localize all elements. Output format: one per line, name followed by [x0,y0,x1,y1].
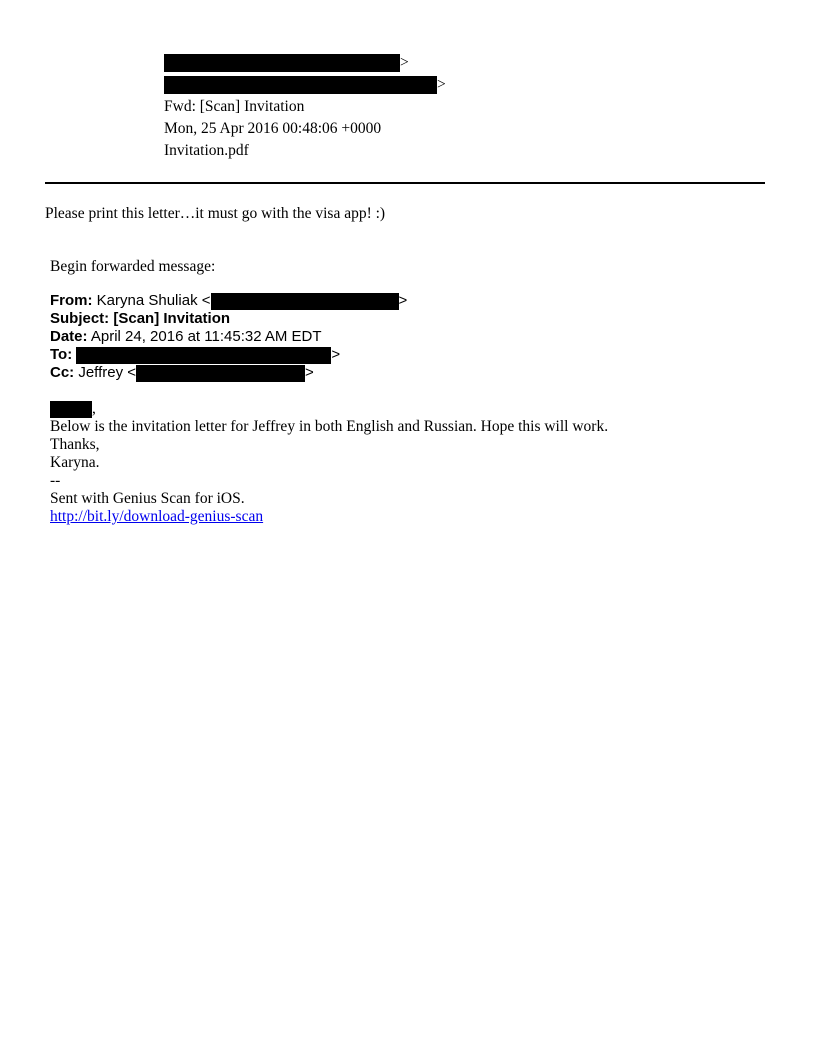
header-from-value [164,53,409,73]
header-date-value: Mon, 25 Apr 2016 00:48:06 +0000 [164,120,382,137]
signature-link-line [50,508,608,526]
header-subject-value: Fwd: [Scan] Invitation [164,98,305,115]
body-line-3: Karyna. [50,454,100,471]
genius-scan-link[interactable]: http://bit.ly/download-genius-scan [50,508,264,525]
forwarded-from-line [50,292,407,310]
forwarded-header [50,292,407,382]
forwarded-cc-name: Jeffrey < [78,364,137,381]
forwarded-subject-label: Subject: [50,310,110,327]
header-divider [45,182,765,184]
forwarded-from-label: From: [50,292,93,309]
forwarded-cc-suffix: > [305,364,314,381]
greeting-line [50,400,608,418]
redaction-block [50,401,92,418]
forwarded-date-label: Date: [50,328,88,345]
greeting-suffix: , [92,400,96,417]
signature-separator: -- [50,472,61,489]
forwarded-date-line [50,328,407,346]
forwarded-subject-line [50,310,407,328]
redaction-block [211,293,399,310]
forwarded-from-name: Karyna Shuliak < [96,292,211,309]
forwarded-cc-label: Cc: [50,364,75,381]
forwarded-to-label: To: [50,346,73,363]
body-line-2: Thanks, [50,436,100,453]
signature-text: Sent with Genius Scan for iOS. [50,490,245,507]
forwarded-from-suffix: > [398,292,408,309]
body-line-1: Below is the invitation letter for Jeffrey in both English and Russian. Hope this will work. [50,418,609,435]
header-to-suffix: > [437,76,446,93]
redaction-block [164,54,400,72]
header-to-value [164,75,446,95]
forwarded-cc-line [50,364,407,382]
forwarded-to-line [50,346,407,364]
forwarded-to-suffix: > [331,346,341,363]
intro-text: Please print this letter…it must go with the visa app! :) [45,205,386,222]
forwarded-date-value: April 24, 2016 at 11:45:32 AM EDT [90,328,322,345]
header-from-suffix: > [400,54,409,71]
redaction-block [164,76,437,94]
begin-forwarded-text: Begin forwarded message: [50,258,216,275]
message-body [50,400,608,526]
redaction-block [136,365,305,382]
forwarded-subject-value: [Scan] Invitation [113,310,231,327]
header-attachments-value: Invitation.pdf [164,142,249,159]
redaction-block [76,347,331,364]
